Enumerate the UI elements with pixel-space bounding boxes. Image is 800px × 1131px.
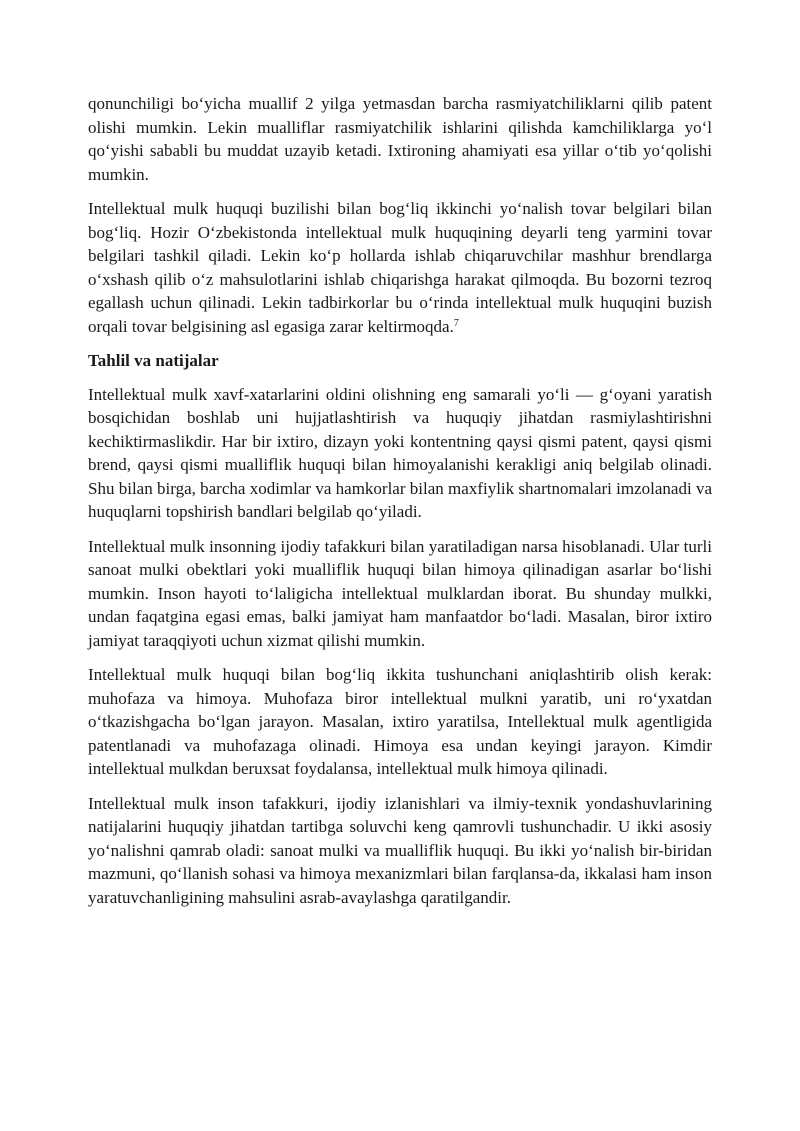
paragraph-trademarks-text: Intellektual mulk huquqi buzilishi bilan bog‘liq ikkinchi yo‘nalish tovar belgilari bilan bog‘liq. Hozir O‘zbekistonda intellektual mulk huquqining deyarli teng yarmini tovar belgilari tashkil qiladi. Lekin ko‘p hollarda ishlab chiqaruvchilar mashhur brendlarga o‘xshash qilib o‘z mahsulotlarini ishlab chiqarishga harakat qilmoqda. Bu bozorni tezroq egallash uchun qilinadi. Lekin tadbirkorlar bu o‘rinda intellektual mulk huquqini buzish orqali tovar belgisining asl egasiga zarar keltirmoqda. xyxy=(88,199,712,336)
section-heading: Tahlil va natijalar xyxy=(88,351,219,370)
paragraph-patent-continuation: qonunchiligi bo‘yicha muallif 2 yilga yetmasdan barcha rasmiyatchiliklarni qilib patent olishi mumkin. Lekin mualliflar rasmiyatchilik ishlarini qilishda kamchiliklarga yo‘l qo‘yishi sababli bu muddat uzayib ketadi. Ixtironing ahamiyati esa yillar o‘tib yo‘qolishi mumkin. xyxy=(88,94,712,184)
paragraph-protection-concepts: Intellektual mulk huquqi bilan bog‘liq ikkita tushunchani aniqlashtirib olish kerak: muhofaza va himoya. Muhofaza biror intellektual mulkni yaratib, uni ro‘yxatdan o‘tkazishgacha bo‘lgan jarayon. Masalan, ixtiro yaratilsa, Intellektual mulk agentligida patentlanadi va muhofazaga olinadi. Himoya esa undan keyingi jarayon. Kimdir intellektual mulkdan beruxsat foydalansa, intellektual mulk himoya qilinadi. xyxy=(88,665,712,778)
paragraph-risk-prevention: Intellektual mulk xavf-xatarlarini oldini olishning eng samarali yo‘li — g‘oyani yaratish bosqichidan boshlab uni hujjatlashtirish va huquqiy jihatdan rasmiylashtirishni kechiktirmaslikdir. Har bir ixtiro, dizayn yoki kontentning qaysi qismi patent, qaysi qismi brend, qaysi qismi mualliflik huquqi bilan himoyalanishi kerakligi aniq belgilab olinadi. Shu bilan birga, barcha xodimlar va hamkorlar bilan maxfiylik shartnomalari imzolanadi va huquqlarni topshirish bandlari belgilab qo‘yiladi. xyxy=(88,384,712,521)
paragraph-ip-scope: Intellektual mulk inson tafakkuri, ijodiy izlanishlari va ilmiy-texnik yondashuvlarining natijalarini huquqiy jihatdan tartibga soluvchi keng qamrovli tushunchadir. U ikki asosiy yo‘nalishni qamrab oladi: sanoat mulki va mualliflik huquqi. Bu ikki yo‘nalish bir-biridan mazmuni, qo‘llanish sohasi va himoya mexanizmlari bilan farqlansa-da, ikkalasi ham inson yaratuvchanligining mahsulini asrab-avaylashga qaratilgandir. xyxy=(88,793,712,907)
footnote-reference[interactable]: 7 xyxy=(453,317,459,329)
paragraph-ip-definition: Intellektual mulk insonning ijodiy tafakkuri bilan yaratiladigan narsa hisoblanadi. Ular turli sanoat mulki obektlari yoki mualliflik huquqi bilan himoya qilinadigan asarlar bo‘lishi mumkin. Inson hayoti to‘laligicha intellektual mulklardan iborat. Bu shunday mulkki, undan faqatgina egasi emas, balki jamiyat ham manfaatdor bo‘ladi. Masalan, biror ixtiro jamiyat taraqqiyoti uchun xizmat qilishi mumkin. xyxy=(88,536,712,650)
paragraph-trademarks xyxy=(88,197,712,338)
document-page xyxy=(88,92,712,920)
